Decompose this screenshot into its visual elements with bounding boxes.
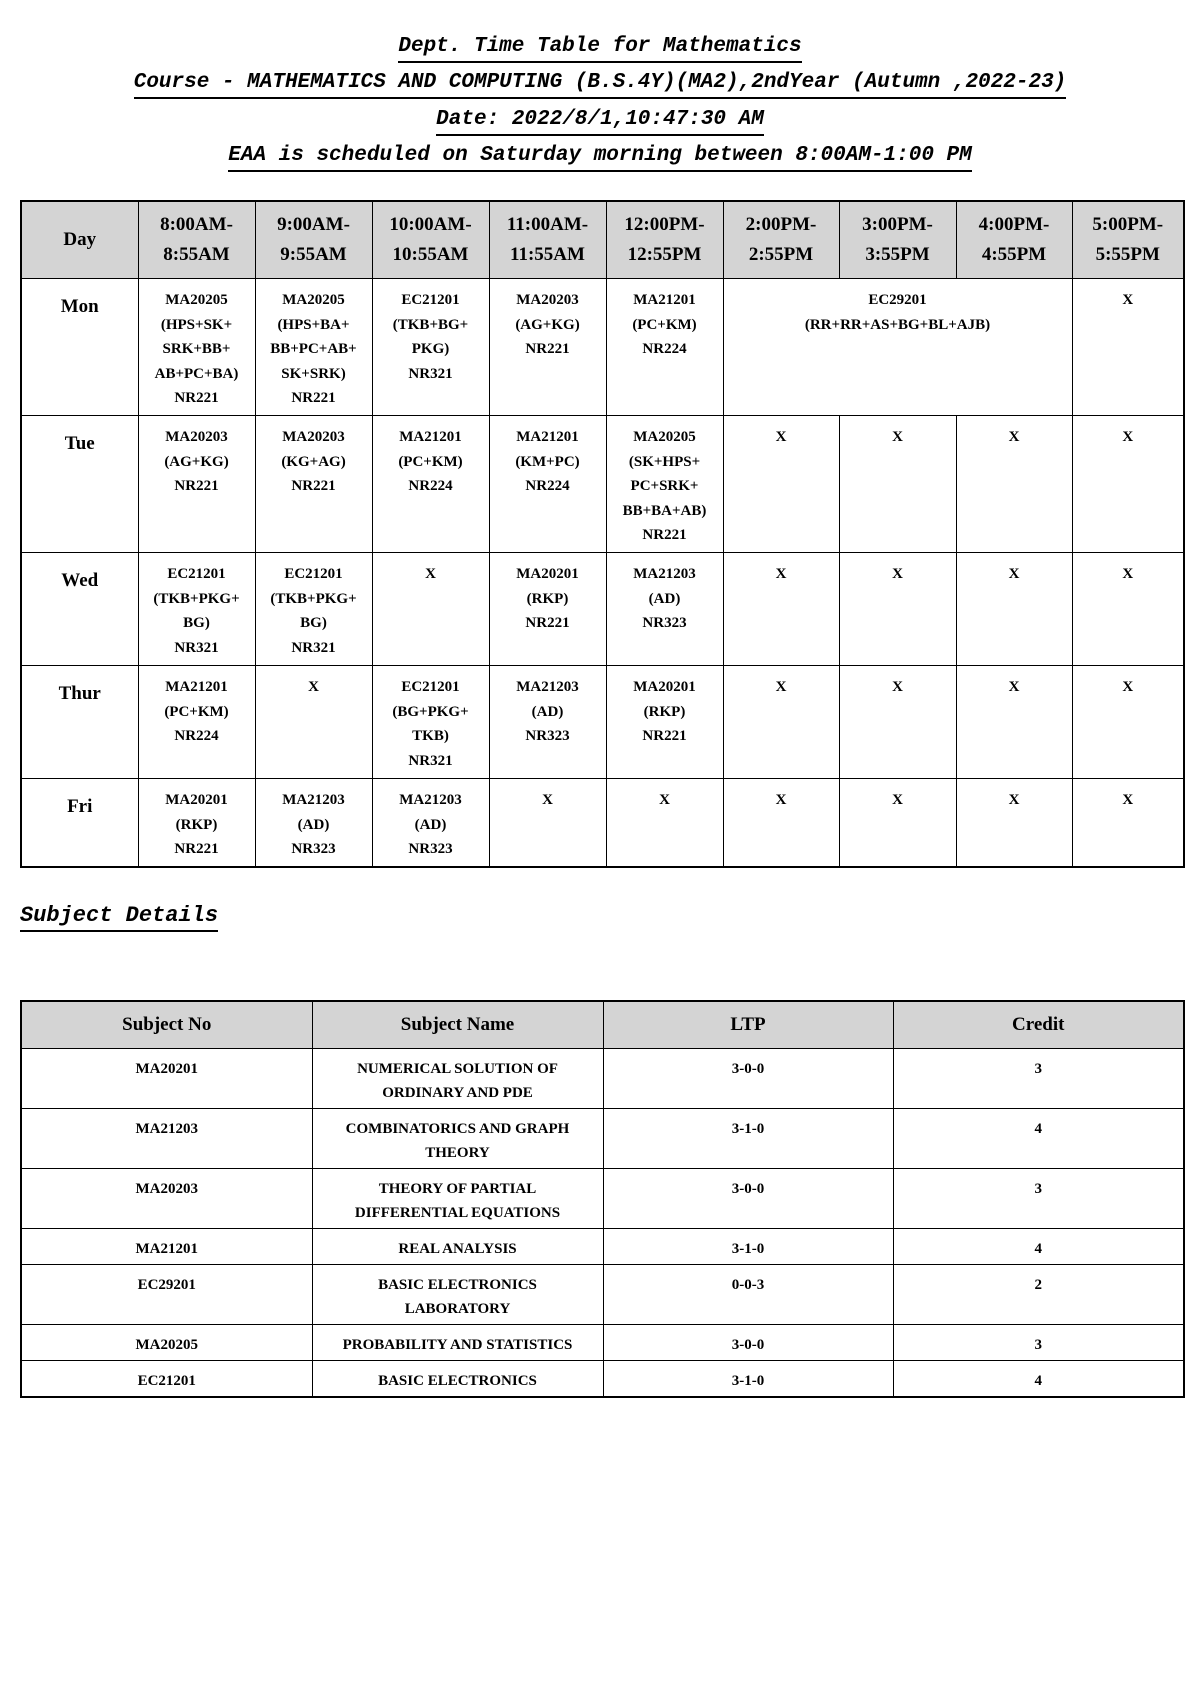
- header-line: 5:00PM-: [1092, 214, 1164, 235]
- cell-line: NR221: [291, 390, 336, 406]
- subject-details-heading: Subject Details: [20, 903, 218, 932]
- day-label: Mon: [21, 279, 138, 416]
- cell-line: X: [892, 429, 903, 445]
- cell-line: X: [425, 566, 436, 582]
- cell-line: (AG+KG): [515, 316, 580, 333]
- subject-no: MA20203: [21, 1169, 312, 1229]
- subject-name-line: ORDINARY AND PDE: [382, 1085, 533, 1101]
- subject-name-line: REAL ANALYSIS: [398, 1241, 517, 1257]
- subject-credit: 4: [893, 1361, 1184, 1398]
- subject-ltp: 3-1-0: [603, 1109, 893, 1169]
- subject-name-line: THEORY OF PARTIAL: [378, 1181, 537, 1197]
- cell-line: TKB): [412, 728, 449, 744]
- cell-line: MA20205: [165, 292, 228, 308]
- class-cell: [138, 416, 255, 553]
- subject-name-line: PROBABILITY AND STATISTICS: [342, 1337, 573, 1353]
- subject-credit: 4: [893, 1229, 1184, 1265]
- cell-line: NR224: [408, 478, 453, 494]
- cell-line: NR323: [525, 728, 570, 744]
- free-slot-cell: [1072, 779, 1184, 867]
- document-title: Dept. Time Table for Mathematics: [0, 34, 1200, 63]
- subject-credit: 3: [893, 1325, 1184, 1361]
- cell-line: MA20203: [282, 429, 345, 445]
- free-slot-cell: [956, 779, 1072, 867]
- timetable-row: [21, 279, 1184, 416]
- day-column-header: [21, 201, 138, 279]
- cell-line: MA21201: [633, 292, 696, 308]
- header-line: 2:00PM-: [745, 214, 817, 235]
- class-cell: [138, 779, 255, 867]
- time-slot-header: [255, 201, 372, 279]
- cell-line: MA21201: [165, 679, 228, 695]
- subject-name-line: BASIC ELECTRONICS: [378, 1277, 537, 1293]
- cell-line: X: [775, 679, 787, 695]
- cell-line: (BG+PKG+: [392, 703, 469, 720]
- time-slot-header: [372, 201, 489, 279]
- class-cell: [372, 416, 489, 553]
- cell-line: X: [775, 792, 787, 808]
- cell-line: X: [892, 679, 903, 695]
- cell-line: BG): [183, 615, 210, 631]
- free-slot-cell: [1072, 416, 1184, 553]
- cell-line: MA20201: [633, 679, 696, 695]
- subject-ltp: 3-0-0: [603, 1049, 893, 1109]
- cell-line: AB+PC+BA): [154, 365, 239, 382]
- subject-ltp: 3-0-0: [603, 1169, 893, 1229]
- timetable-row: [21, 553, 1184, 666]
- cell-line: (KG+AG): [281, 453, 346, 470]
- timetable-row: [21, 779, 1184, 867]
- date-line: Date: 2022/8/1,10:47:30 AM: [0, 107, 1200, 136]
- cell-line: X: [1008, 566, 1020, 582]
- subject-row: [21, 1049, 1184, 1109]
- timetable-row: [21, 416, 1184, 553]
- free-slot-cell: [723, 666, 839, 779]
- class-cell: [489, 553, 606, 666]
- header-line: 8:55AM: [163, 244, 230, 265]
- free-slot-cell: [723, 416, 839, 553]
- cell-line: SRK+BB+: [162, 341, 231, 357]
- header-line: 12:00PM-: [624, 214, 705, 235]
- cell-line: MA21201: [516, 429, 579, 445]
- time-slot-header: [489, 201, 606, 279]
- day-label: Wed: [21, 553, 138, 666]
- class-cell: [255, 279, 372, 416]
- class-cell: [138, 553, 255, 666]
- cell-line: MA20201: [165, 792, 228, 808]
- cell-line: (RKP): [643, 703, 686, 720]
- subject-name: [312, 1265, 603, 1325]
- subject-row: [21, 1265, 1184, 1325]
- free-slot-cell: [839, 416, 956, 553]
- subject-row: [21, 1169, 1184, 1229]
- cell-line: MA20203: [165, 429, 228, 445]
- free-slot-cell: [489, 779, 606, 867]
- time-slot-header: [606, 201, 723, 279]
- cell-line: EC21201: [401, 679, 460, 695]
- cell-line: X: [1122, 292, 1134, 308]
- cell-line: X: [659, 792, 670, 808]
- cell-line: MA21203: [516, 679, 579, 695]
- class-cell: [372, 279, 489, 416]
- subject-no: EC21201: [21, 1361, 312, 1398]
- cell-line: NR221: [642, 728, 687, 744]
- cell-line: X: [1122, 679, 1134, 695]
- subject-no: MA20205: [21, 1325, 312, 1361]
- subject-name-line: COMBINATORICS AND GRAPH: [345, 1121, 570, 1137]
- cell-line: MA20205: [282, 292, 345, 308]
- cell-line: (KM+PC): [515, 453, 580, 470]
- cell-line: MA20201: [516, 566, 579, 582]
- subject-no: MA21201: [21, 1229, 312, 1265]
- free-slot-cell: [723, 779, 839, 867]
- cell-line: NR321: [291, 639, 336, 656]
- cell-line: X: [308, 679, 319, 695]
- time-slot-header: [138, 201, 255, 279]
- cell-line: X: [1122, 566, 1134, 582]
- subject-name: [312, 1109, 603, 1169]
- class-cell: [255, 553, 372, 666]
- cell-line: X: [1122, 429, 1134, 445]
- subject-ltp: 3-0-0: [603, 1325, 893, 1361]
- free-slot-cell: [1072, 279, 1184, 416]
- cell-line: (SK+HPS+: [628, 453, 701, 470]
- subject-name: [312, 1049, 603, 1109]
- header-line: 4:00PM-: [978, 214, 1050, 235]
- class-cell: [606, 666, 723, 779]
- subject-name-line: THEORY: [425, 1145, 490, 1161]
- class-cell: [723, 279, 1072, 416]
- class-cell: [489, 666, 606, 779]
- cell-line: X: [1008, 792, 1020, 808]
- cell-line: (HPS+SK+: [160, 316, 233, 333]
- cell-line: (AD): [648, 590, 681, 607]
- cell-line: NR224: [525, 478, 570, 494]
- cell-line: NR221: [525, 615, 570, 631]
- subject-name-line: BASIC ELECTRONICS: [378, 1373, 537, 1389]
- cell-line: MA20203: [516, 292, 579, 308]
- subject-row: [21, 1109, 1184, 1169]
- header-line: 3:00PM-: [862, 214, 933, 235]
- cell-line: X: [892, 566, 903, 582]
- cell-line: (TKB+PKG+: [153, 590, 240, 607]
- header-line: Day: [63, 229, 97, 250]
- subject-credit: 4: [893, 1109, 1184, 1169]
- free-slot-cell: [606, 779, 723, 867]
- cell-line: BB+BA+AB): [622, 502, 707, 519]
- cell-line: NR321: [408, 365, 453, 382]
- class-cell: [372, 666, 489, 779]
- subject-ltp: 3-1-0: [603, 1361, 893, 1398]
- timetable-header-row: [21, 201, 1184, 279]
- cell-line: MA21203: [282, 792, 345, 808]
- cell-line: BG): [300, 615, 327, 631]
- day-label: Tue: [21, 416, 138, 553]
- header-line: 3:55PM: [865, 244, 930, 265]
- subject-name-line: LABORATORY: [404, 1301, 511, 1317]
- free-slot-cell: [956, 416, 1072, 553]
- subject-column-header: Subject No: [21, 1001, 312, 1049]
- cell-line: NR221: [291, 478, 336, 494]
- time-slot-header: [723, 201, 839, 279]
- course-line: Course - MATHEMATICS AND COMPUTING (B.S.4Y)(MA2),2ndYear (Autumn ,2022-23): [0, 70, 1200, 99]
- cell-line: NR221: [642, 527, 687, 543]
- subject-no: MA21203: [21, 1109, 312, 1169]
- cell-line: X: [1008, 429, 1020, 445]
- cell-line: NR323: [642, 615, 687, 631]
- cell-line: (AD): [531, 703, 564, 720]
- cell-line: X: [775, 429, 787, 445]
- day-label: Thur: [21, 666, 138, 779]
- header-line: 4:55PM: [981, 244, 1047, 265]
- cell-line: NR221: [174, 478, 219, 494]
- cell-line: MA21201: [399, 429, 462, 445]
- subject-name: [312, 1229, 603, 1265]
- free-slot-cell: [956, 666, 1072, 779]
- subject-no: MA20201: [21, 1049, 312, 1109]
- cell-line: (TKB+PKG+: [270, 590, 357, 607]
- subject-row: [21, 1325, 1184, 1361]
- header-line: 12:55PM: [627, 244, 702, 265]
- cell-line: NR323: [291, 841, 336, 857]
- subject-name-line: NUMERICAL SOLUTION OF: [357, 1061, 558, 1077]
- cell-line: X: [542, 792, 553, 808]
- class-cell: [489, 416, 606, 553]
- cell-line: (TKB+BG+: [392, 316, 469, 333]
- cell-line: PKG): [411, 341, 450, 357]
- subject-ltp: 0-0-3: [603, 1265, 893, 1325]
- cell-line: NR321: [408, 752, 453, 769]
- cell-line: (PC+KM): [398, 453, 463, 470]
- header-line: 10:00AM-: [389, 214, 472, 235]
- cell-line: MA21203: [633, 566, 696, 582]
- subject-name: [312, 1361, 603, 1398]
- cell-line: X: [892, 792, 903, 808]
- subject-credit: 3: [893, 1049, 1184, 1109]
- free-slot-cell: [372, 553, 489, 666]
- cell-line: NR221: [525, 341, 570, 357]
- cell-line: EC21201: [167, 566, 226, 582]
- class-cell: [255, 779, 372, 867]
- time-slot-header: [839, 201, 956, 279]
- header-line: 9:00AM-: [277, 214, 350, 235]
- cell-line: EC21201: [284, 566, 343, 582]
- cell-line: (RKP): [526, 590, 569, 607]
- cell-line: (HPS+BA+: [277, 316, 350, 333]
- header-line: 9:55AM: [280, 244, 347, 265]
- subject-credit: 2: [893, 1265, 1184, 1325]
- timetable-grid: [20, 200, 1185, 868]
- cell-line: (AD): [414, 816, 447, 833]
- class-cell: [138, 666, 255, 779]
- subject-details-table: [20, 1000, 1185, 1398]
- header-line: 11:00AM-: [506, 214, 589, 235]
- cell-line: (RR+RR+AS+BG+BL+AJB): [804, 316, 991, 333]
- cell-line: SK+SRK): [281, 365, 346, 382]
- eaa-note: EAA is scheduled on Saturday morning between 8:00AM-1:00 PM: [0, 143, 1200, 172]
- cell-line: NR221: [174, 390, 219, 406]
- cell-line: MA21203: [399, 792, 462, 808]
- free-slot-cell: [956, 553, 1072, 666]
- free-slot-cell: [1072, 553, 1184, 666]
- header-line: 2:55PM: [748, 244, 814, 265]
- cell-line: NR221: [174, 841, 219, 857]
- cell-line: NR323: [408, 841, 453, 857]
- cell-line: NR224: [642, 341, 687, 357]
- subject-name-line: DIFFERENTIAL EQUATIONS: [354, 1205, 561, 1221]
- cell-line: X: [1008, 679, 1020, 695]
- cell-line: BB+PC+AB+: [270, 341, 357, 357]
- cell-line: NR321: [174, 639, 219, 656]
- timetable-row: [21, 666, 1184, 779]
- time-slot-header: [956, 201, 1072, 279]
- free-slot-cell: [255, 666, 372, 779]
- cell-line: (AD): [297, 816, 330, 833]
- subject-column-header: Subject Name: [312, 1001, 603, 1049]
- class-cell: [372, 779, 489, 867]
- cell-line: MA20205: [633, 429, 696, 445]
- subject-credit: 3: [893, 1169, 1184, 1229]
- header-line: 5:55PM: [1095, 244, 1160, 265]
- class-cell: [489, 279, 606, 416]
- subject-name: [312, 1325, 603, 1361]
- subject-column-header: Credit: [893, 1001, 1184, 1049]
- class-cell: [606, 416, 723, 553]
- subject-row: [21, 1361, 1184, 1398]
- subject-row: [21, 1229, 1184, 1265]
- free-slot-cell: [839, 553, 956, 666]
- header-line: 10:55AM: [392, 244, 469, 265]
- cell-line: (RKP): [175, 816, 218, 833]
- free-slot-cell: [1072, 666, 1184, 779]
- class-cell: [606, 553, 723, 666]
- class-cell: [255, 416, 372, 553]
- cell-line: PC+SRK+: [630, 478, 699, 494]
- subject-name: [312, 1169, 603, 1229]
- header-line: 11:55AM: [510, 244, 585, 265]
- cell-line: EC29201: [868, 292, 927, 308]
- subject-header-row: [21, 1001, 1184, 1049]
- header-line: 8:00AM-: [160, 214, 233, 235]
- free-slot-cell: [723, 553, 839, 666]
- time-slot-header: [1072, 201, 1184, 279]
- cell-line: (AG+KG): [164, 453, 229, 470]
- cell-line: EC21201: [401, 292, 460, 308]
- class-cell: [606, 279, 723, 416]
- cell-line: X: [1122, 792, 1134, 808]
- cell-line: NR224: [174, 728, 219, 744]
- subject-column-header: LTP: [603, 1001, 893, 1049]
- cell-line: (PC+KM): [632, 316, 697, 333]
- day-label: Fri: [21, 779, 138, 867]
- free-slot-cell: [839, 666, 956, 779]
- class-cell: [138, 279, 255, 416]
- cell-line: (PC+KM): [164, 703, 229, 720]
- free-slot-cell: [839, 779, 956, 867]
- subject-ltp: 3-1-0: [603, 1229, 893, 1265]
- cell-line: X: [775, 566, 787, 582]
- subject-no: EC29201: [21, 1265, 312, 1325]
